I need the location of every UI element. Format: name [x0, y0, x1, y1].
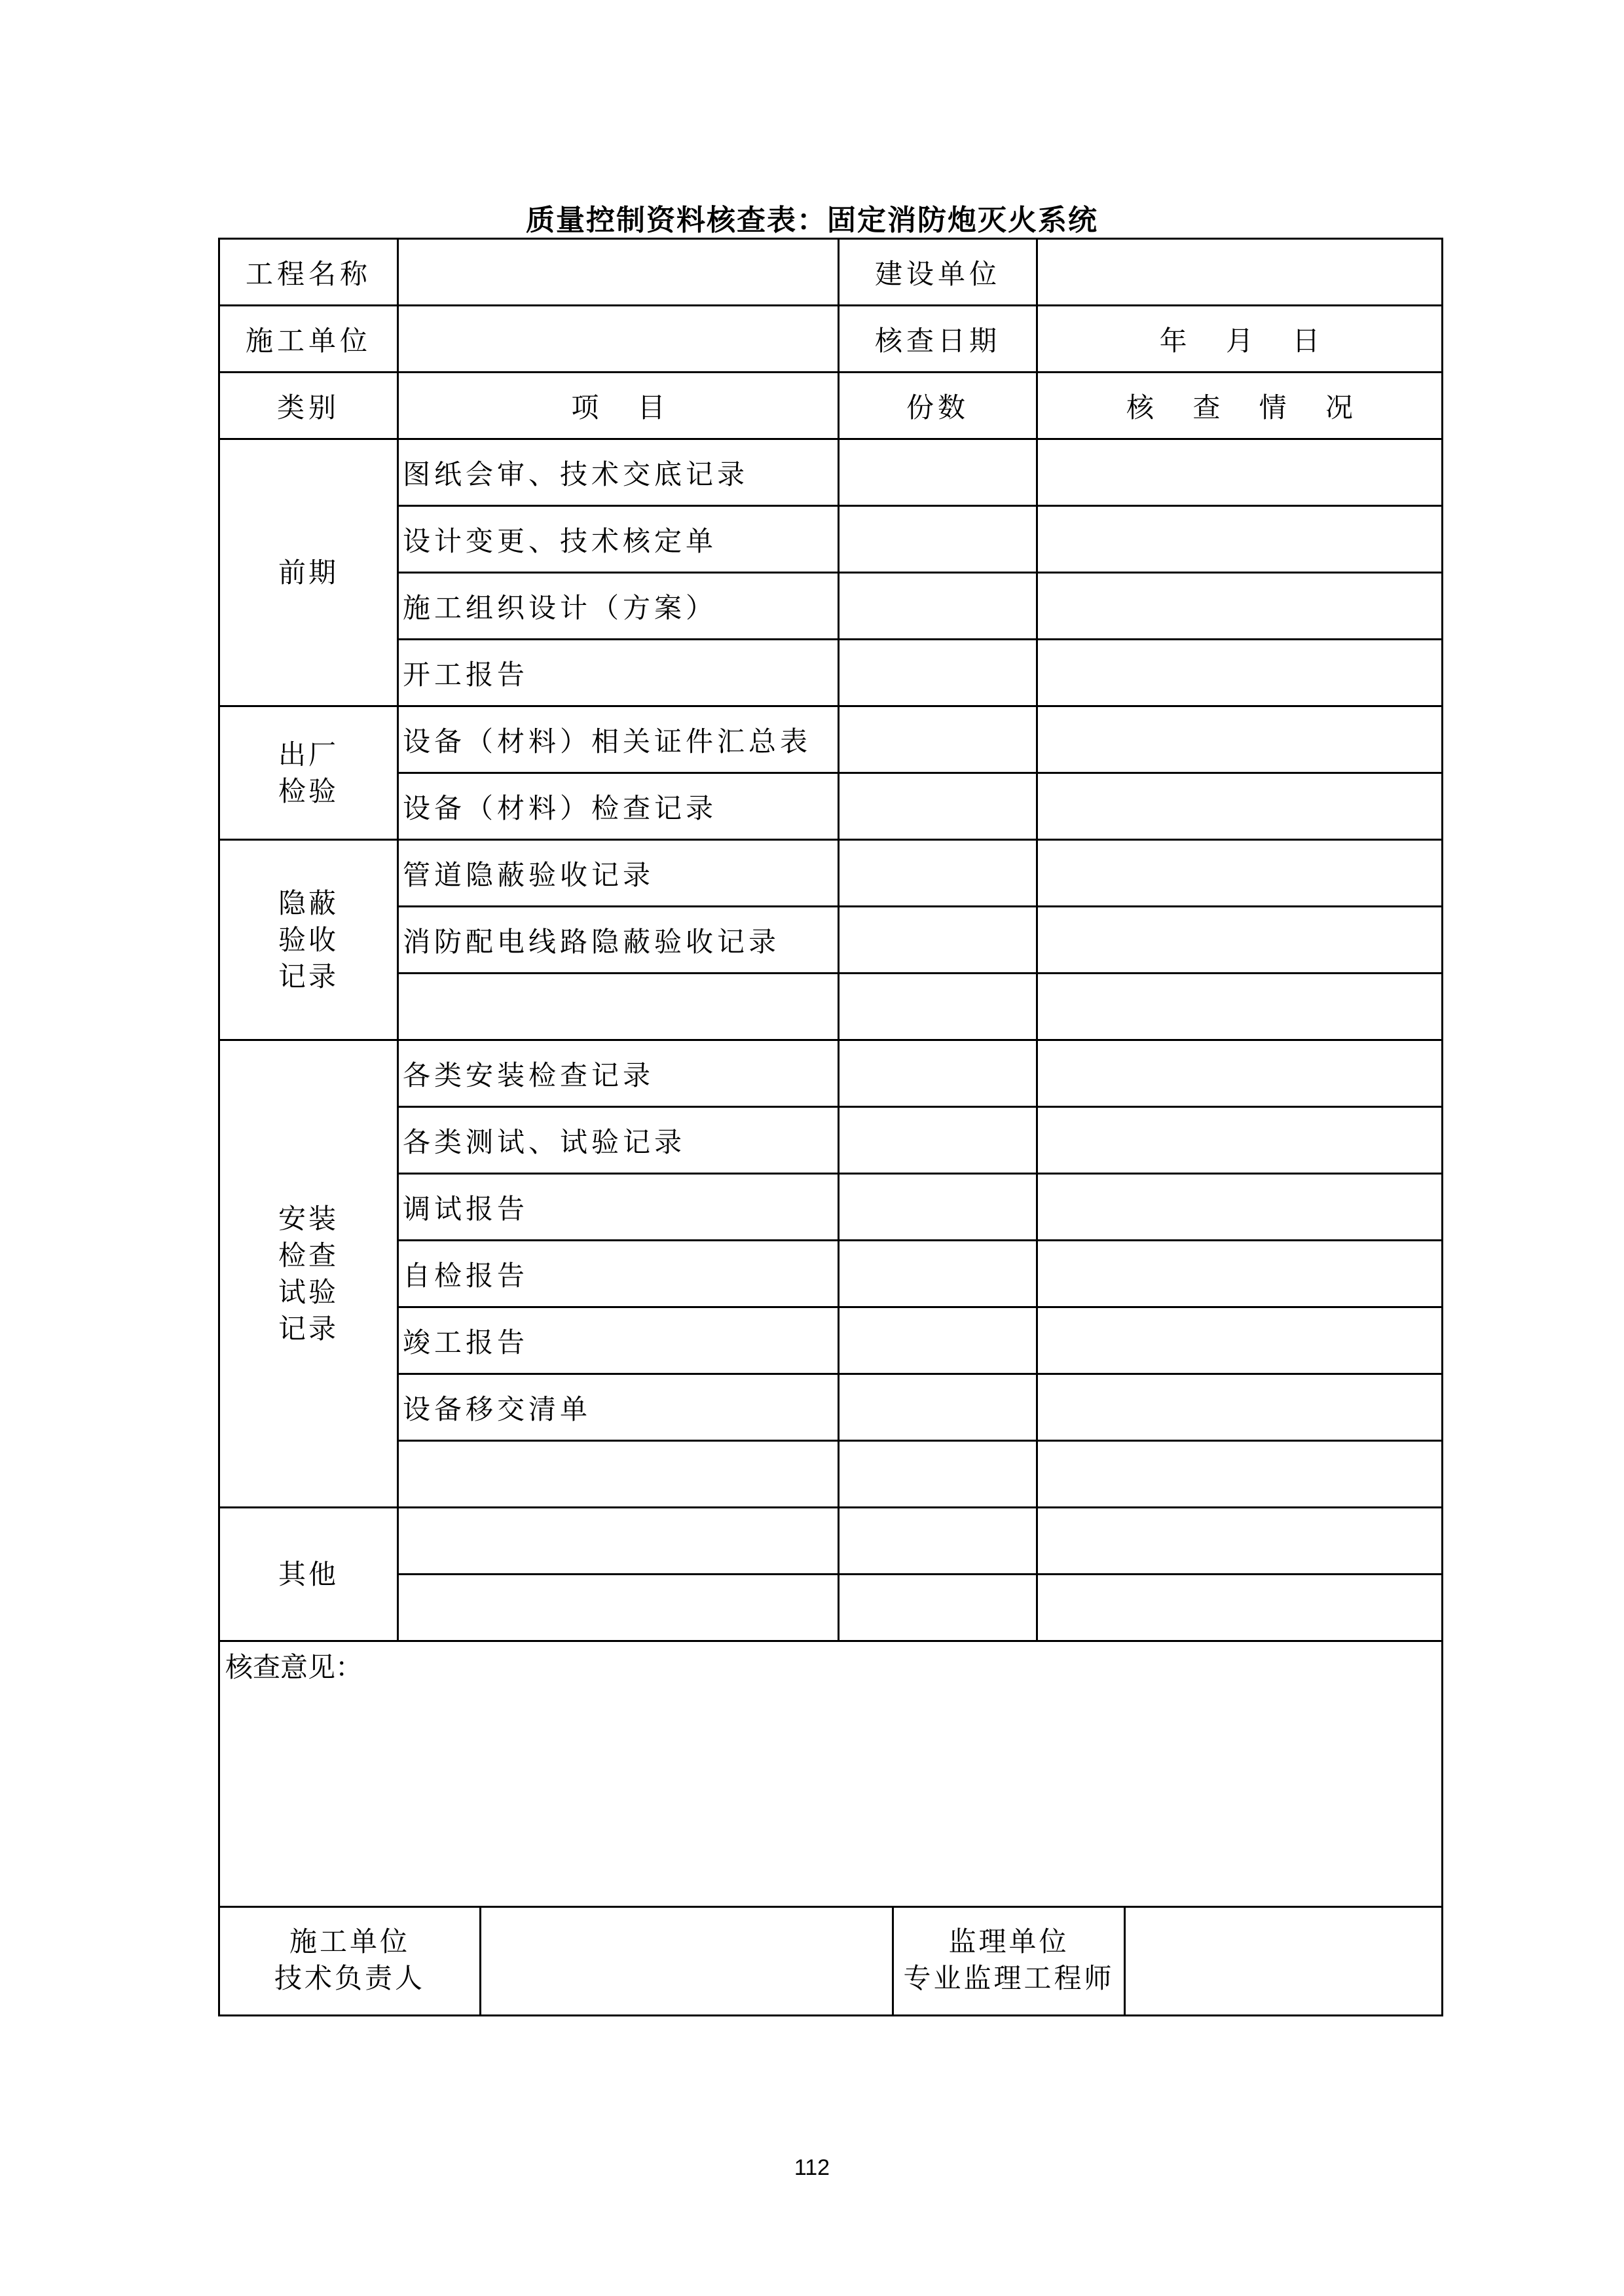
copies-field[interactable] — [839, 640, 1037, 706]
status-field[interactable] — [1037, 840, 1443, 907]
item-cell: 设备（材料）检查记录 — [398, 773, 839, 840]
signature-row — [219, 1906, 1443, 2016]
table-row — [219, 1508, 1443, 1575]
status-field[interactable] — [1037, 1575, 1443, 1641]
copies-field[interactable] — [839, 1508, 1037, 1575]
copies-field[interactable] — [839, 1174, 1037, 1241]
column-header-status: 核 查 情 况 — [1037, 373, 1443, 439]
contractor-field[interactable] — [398, 306, 839, 373]
status-field[interactable] — [1037, 1307, 1443, 1374]
status-field[interactable] — [1037, 1174, 1443, 1241]
status-field[interactable] — [1037, 907, 1443, 974]
status-field[interactable] — [1037, 974, 1443, 1040]
copies-field[interactable] — [839, 506, 1037, 573]
status-field[interactable] — [1037, 640, 1443, 706]
category-cell — [219, 1040, 398, 1508]
table-row — [219, 907, 1443, 974]
signatory-line: 专业监理工程师 — [903, 1962, 1115, 1994]
table-row — [219, 506, 1443, 573]
item-cell: 图纸会审、技术交底记录 — [398, 439, 839, 506]
check-date-label: 核查日期 — [839, 306, 1037, 373]
signatory-line: 监理单位 — [948, 1925, 1069, 1958]
item-cell: 竣工报告 — [398, 1307, 839, 1374]
column-header-row — [219, 373, 1443, 439]
category-label: 验收 — [278, 923, 339, 956]
status-field[interactable] — [1037, 773, 1443, 840]
column-header-category: 类别 — [219, 373, 398, 439]
page-title: 质量控制资料核查表：固定消防炮灭火系统 — [526, 204, 1098, 237]
project-name-label: 工程名称 — [219, 239, 398, 306]
supervisor-signatory-label — [893, 1906, 1125, 2016]
category-label: 其他 — [278, 1558, 339, 1590]
table-row — [219, 1174, 1443, 1241]
status-field[interactable] — [1037, 1241, 1443, 1307]
table-row — [219, 573, 1443, 640]
table-row — [219, 840, 1443, 907]
item-cell — [398, 1575, 839, 1641]
item-cell: 消防配电线路隐蔽验收记录 — [398, 907, 839, 974]
opinion-row — [219, 1641, 1443, 1907]
table-row — [219, 1241, 1443, 1307]
table-row — [219, 1040, 1443, 1107]
check-date-field[interactable]: 年 月 日 — [1037, 306, 1443, 373]
copies-field[interactable] — [839, 1441, 1037, 1508]
item-cell — [398, 1508, 839, 1575]
table-row — [219, 640, 1443, 706]
table-row — [219, 439, 1443, 506]
item-cell: 设备移交清单 — [398, 1374, 839, 1441]
copies-field[interactable] — [839, 1374, 1037, 1441]
column-header-item: 项 目 — [398, 373, 839, 439]
item-cell: 各类测试、试验记录 — [398, 1107, 839, 1174]
category-label: 前期 — [278, 556, 339, 589]
copies-field[interactable] — [839, 907, 1037, 974]
header-row-project — [219, 239, 1443, 306]
signatory-line: 技术负责人 — [274, 1962, 425, 1994]
check-table — [218, 238, 1443, 1908]
copies-field[interactable] — [839, 974, 1037, 1040]
category-label: 出厂 — [278, 738, 339, 771]
status-field[interactable] — [1037, 1107, 1443, 1174]
category-label: 记录 — [278, 960, 339, 993]
contractor-signatory-label — [219, 1906, 481, 2016]
table-row — [219, 1374, 1443, 1441]
item-cell: 各类安装检查记录 — [398, 1040, 839, 1107]
status-field[interactable] — [1037, 573, 1443, 640]
copies-field[interactable] — [839, 439, 1037, 506]
page-number: 112 — [794, 2155, 830, 2180]
opinion-label: 核查意见： — [225, 1651, 363, 1683]
table-row — [219, 1575, 1443, 1641]
category-label: 记录 — [278, 1312, 339, 1345]
category-cell — [219, 840, 398, 1040]
contractor-signature-field[interactable] — [481, 1906, 893, 2016]
category-label: 检查 — [278, 1239, 339, 1271]
copies-field[interactable] — [839, 573, 1037, 640]
copies-field[interactable] — [839, 1241, 1037, 1307]
item-cell: 设备（材料）相关证件汇总表 — [398, 706, 839, 773]
copies-field[interactable] — [839, 1307, 1037, 1374]
item-cell: 自检报告 — [398, 1241, 839, 1307]
table-row — [219, 974, 1443, 1040]
table-row — [219, 706, 1443, 773]
status-field[interactable] — [1037, 1374, 1443, 1441]
category-cell — [219, 439, 398, 706]
table-row — [219, 1107, 1443, 1174]
copies-field[interactable] — [839, 773, 1037, 840]
category-label: 试验 — [278, 1275, 339, 1308]
copies-field[interactable] — [839, 1575, 1037, 1641]
item-cell — [398, 1441, 839, 1508]
item-cell: 开工报告 — [398, 640, 839, 706]
signature-table — [218, 1906, 1443, 2016]
item-cell: 施工组织设计（方案） — [398, 573, 839, 640]
status-field[interactable] — [1037, 1040, 1443, 1107]
status-field[interactable] — [1037, 506, 1443, 573]
builder-label: 建设单位 — [839, 239, 1037, 306]
opinion-field[interactable] — [219, 1641, 1443, 1907]
table-row — [219, 773, 1443, 840]
header-row-contractor — [219, 306, 1443, 373]
column-header-copies: 份数 — [839, 373, 1037, 439]
category-label: 安装 — [278, 1202, 339, 1235]
copies-field[interactable] — [839, 706, 1037, 773]
category-label: 隐蔽 — [278, 886, 339, 919]
category-cell — [219, 706, 398, 840]
contractor-label: 施工单位 — [219, 306, 398, 373]
category-cell — [219, 1508, 398, 1641]
builder-field[interactable] — [1037, 239, 1443, 306]
status-field[interactable] — [1037, 1508, 1443, 1575]
item-cell: 设计变更、技术核定单 — [398, 506, 839, 573]
item-cell: 管道隐蔽验收记录 — [398, 840, 839, 907]
copies-field[interactable] — [839, 1040, 1037, 1107]
status-field[interactable] — [1037, 1441, 1443, 1508]
item-cell: 调试报告 — [398, 1174, 839, 1241]
project-name-field[interactable] — [398, 239, 839, 306]
copies-field[interactable] — [839, 840, 1037, 907]
category-label: 检验 — [278, 774, 339, 807]
status-field[interactable] — [1037, 706, 1443, 773]
table-row — [219, 1307, 1443, 1374]
copies-field[interactable] — [839, 1107, 1037, 1174]
status-field[interactable] — [1037, 439, 1443, 506]
item-cell — [398, 974, 839, 1040]
supervisor-signature-field[interactable] — [1125, 1906, 1443, 2016]
table-row — [219, 1441, 1443, 1508]
signatory-line: 施工单位 — [289, 1925, 410, 1958]
